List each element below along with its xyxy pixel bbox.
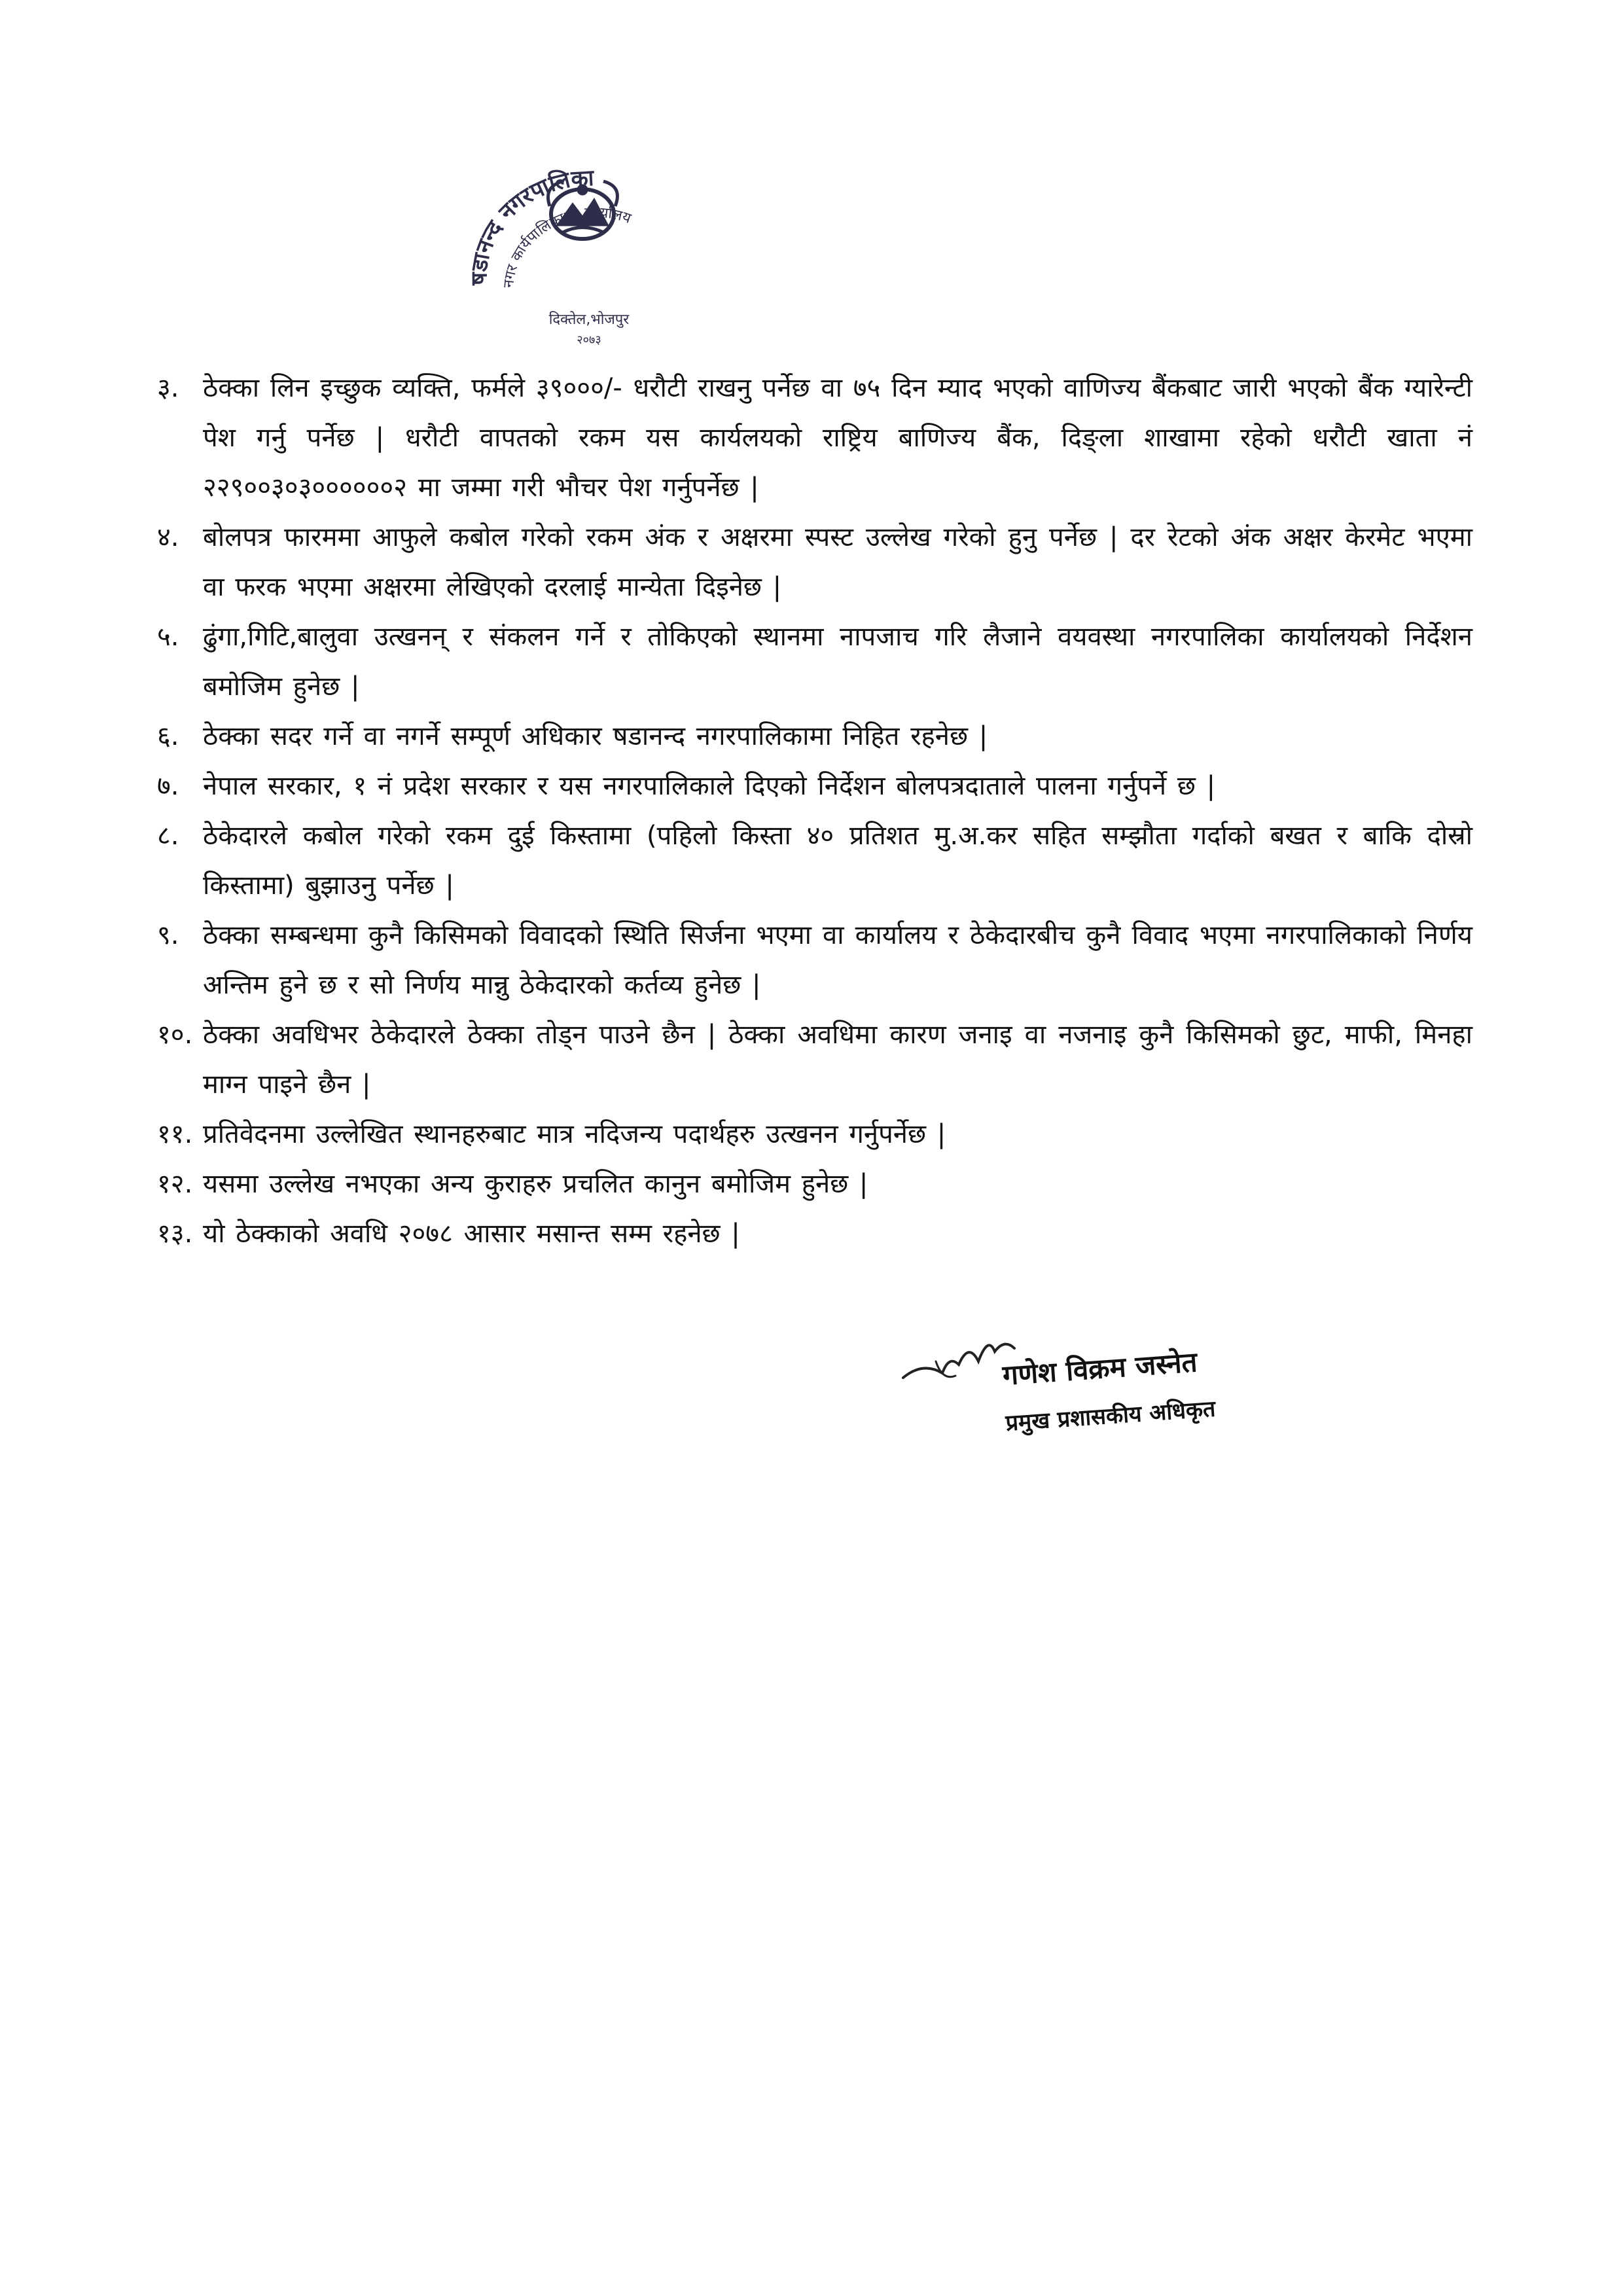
clause-text: यसमा उल्लेख नभएका अन्य कुराहरु प्रचलित कानुन बमोजिम हुनेछ | (203, 1169, 868, 1199)
clause-number: ७. (157, 771, 179, 801)
clause-text: ढुंगा,गिटि,बालुवा उत्खनन् र संकलन गर्ने र तोकिएको स्थानमा नापजाच गरि लैजाने वयवस्था नगरपालिका कार्यालयको निर्देशन बमोजिम हुनेछ | (203, 622, 1472, 702)
clause-item (157, 1209, 1472, 1259)
signatory-name: गणेश विक्रम जस्नेत (1001, 1346, 1198, 1391)
clause-number: ६. (157, 721, 179, 751)
seal-inner-text: नगर कार्यपालिकाको कार्यालय (501, 204, 633, 289)
signature-block (897, 1316, 1302, 1512)
seal-year: २०७३ (577, 333, 601, 347)
clause-item (157, 711, 1472, 761)
clause-text: ठेक्का सम्बन्धमा कुनै किसिमको विवादको स्थिति सिर्जना भएमा वा कार्यालय र ठेकेदारबीच कुनै विवाद भएमा नगरपालिकाको निर्णय अन्तिम हुने छ र सो निर्णय मान्नु ठेकेदारको कर्तव्य हुनेछ | (203, 920, 1472, 1000)
clause-item (157, 1010, 1472, 1109)
clause-text: ठेकेदारले कबोल गरेको रकम दुई किस्तामा (पहिलो किस्ता ४० प्रतिशत मु.अ.कर सहित सम्झौता गर्दाको बखत र बाकि दोस्रो किस्तामा) बुझाउनु पर्नेछ | (203, 821, 1472, 901)
clause-number: १०. (157, 1020, 193, 1050)
clause-text: यो ठेक्काको अवधि २०७८ आसार मसान्त सम्म रहनेछ | (203, 1219, 740, 1249)
clause-item (157, 811, 1472, 910)
seal-place: दिक्तेल,भोजपुर (548, 312, 630, 328)
clause-text: बोलपत्र फारममा आफुले कबोल गरेको रकम अंक र अक्षरमा स्पस्ट उल्लेख गरेको हुनु पर्नेछ | दर रेटको अंक अक्षर केरमेट भएमा वा फरक भएमा अक्षरमा लेखिएको दरलाई मान्येता दिइनेछ | (203, 522, 1472, 602)
clause-number: १२. (157, 1169, 193, 1199)
office-seal (452, 167, 726, 350)
clause-text: ठेक्का लिन इच्छुक व्यक्ति, फर्मले ३९०००/- धरौटी राखनु पर्नेछ वा ७५ दिन म्याद भएको वाणिज्य बैंकबाट जारी भएको बैंक ग्यारेन्टी पेश गर्नु पर्नेछ | धरौटी वापतको रकम यस कार्यलयको राष्ट्रिय बाणिज्य बैंक, दिङ्ला शाखामा रहेको धरौटी खाता नं २२९००३०३००००००२ मा जम्मा गरी भौचर पेश गर्नुपर्नेछ | (203, 373, 1472, 503)
clause-item (157, 910, 1472, 1010)
clause-number: ५. (157, 622, 179, 652)
signatory-title: प्रमुख प्रशासकीय अधिकृत (1005, 1395, 1217, 1437)
seal-arc-text: षडानन्द नगरपालिका (466, 167, 595, 285)
clause-item (157, 1109, 1472, 1159)
clause-number: ११. (157, 1119, 193, 1149)
clause-item (157, 612, 1472, 711)
clause-item (157, 363, 1472, 512)
clause-item (157, 761, 1472, 811)
clause-item (157, 1159, 1472, 1209)
clause-text: प्रतिवेदनमा उल्लेखित स्थानहरुबाट मात्र नदिजन्य पदार्थहरु उत्खनन गर्नुपर्नेछ | (203, 1119, 946, 1149)
clause-text: ठेक्का सदर गर्ने वा नगर्ने सम्पूर्ण अधिकार षडानन्द नगरपालिकामा निहित रहनेछ | (203, 721, 988, 751)
clause-number: ४. (157, 522, 179, 552)
seal-emblem-icon (452, 167, 726, 350)
clause-number: ३. (157, 373, 179, 403)
clause-text: ठेक्का अवधिभर ठेकेदारले ठेक्का तोड्न पाउने छैन | ठेक्का अवधिमा कारण जनाइ वा नजनाइ कुनै किसिमको छुट, माफी, मिनहा माग्न पाइने छैन | (203, 1020, 1472, 1100)
clause-number: ९. (157, 920, 179, 950)
clause-text: नेपाल सरकार, १ नं प्रदेश सरकार र यस नगरपालिकाले दिएको निर्देशन बोलपत्रदाताले पालना गर्नुपर्ने छ | (203, 771, 1216, 801)
clause-number: ८. (157, 821, 179, 851)
clause-item (157, 512, 1472, 612)
clause-number: १३. (157, 1219, 193, 1249)
terms-list (157, 363, 1472, 1259)
